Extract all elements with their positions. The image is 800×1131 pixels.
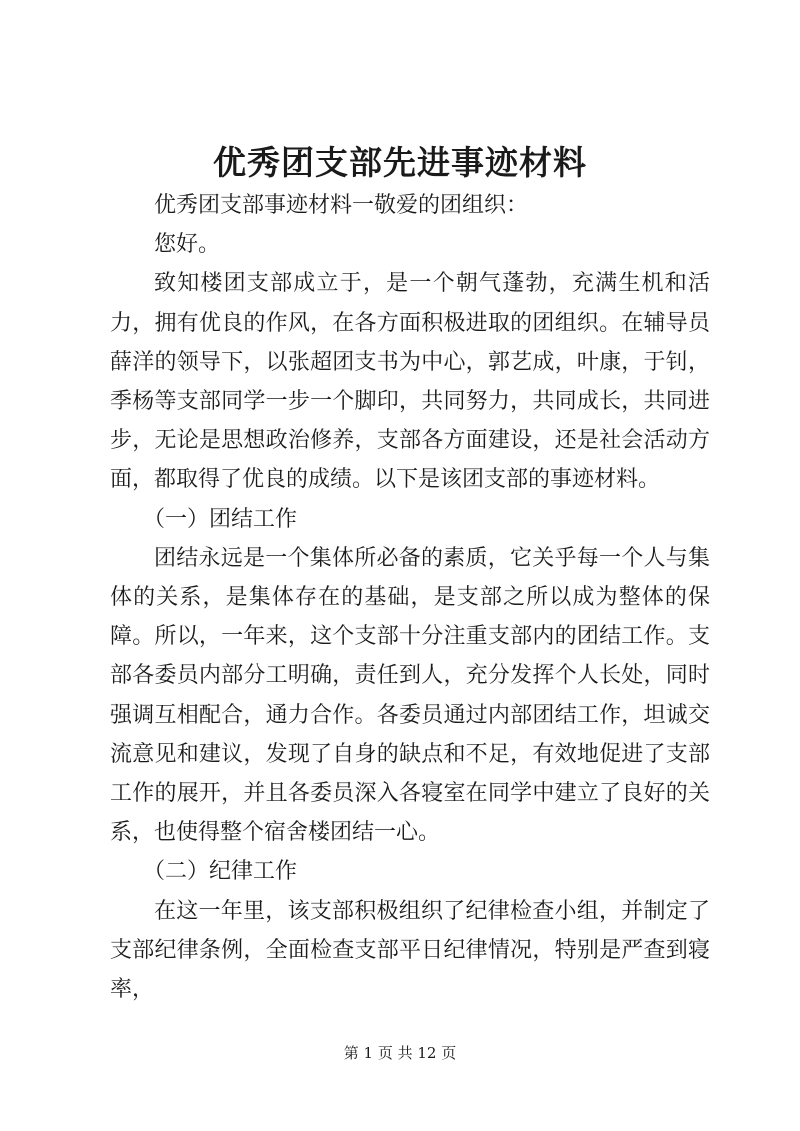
page-title: 优秀团支部先进事迹材料 xyxy=(213,143,587,182)
unity-paragraph: 团结永远是一个集体所必备的素质，它关乎每一个人与集体的关系，是集体存在的基础，是支部之所以成为整体的保障。所以，一年来，这个支部十分注重支部内的团结工作。支部各委员内部分工明确，责任到人，充分发挥个人长处，同时强调互相配合，通力合作。各委员通过内部团结工作，坦诚交流意见和建议，发现了自身的缺点和不足，有效地促进了支部工作的展开，并且各委员深入各寝室在同学中建立了良好的关系，也使得整个宿舍楼团结一心。 xyxy=(110,545,710,846)
document-body xyxy=(110,186,710,1009)
discipline-paragraph: 在这一年里，该支部积极组织了纪律检查小组，并制定了支部纪律条例，全面检查支部平日纪律情况，特别是严查到寝率， xyxy=(110,898,710,1003)
greeting-line: 您好。 xyxy=(154,232,221,258)
intro-paragraph: 致知楼团支部成立于，是一个朝气蓬勃，充满生机和活力，拥有优良的作风，在各方面积极进取的团组织。在辅导员薛洋的领导下，以张超团支书为中心，郭艺成，叶康，于钊，季杨等支部同学一步一个脚印，共同努力，共同成长，共同进步，无论是思想政治修养，支部各方面建设，还是社会活动方面，都取得了优良的成绩。以下是该团支部的事迹材料。 xyxy=(110,271,710,493)
page-footer: 第 1 页 共 12 页 xyxy=(343,1044,457,1062)
section-heading-unity: （一）团结工作 xyxy=(143,506,298,532)
section-heading-discipline: （二）纪律工作 xyxy=(143,859,298,885)
salutation-line: 优秀团支部事迹材料一敬爱的团组织： xyxy=(154,193,529,218)
